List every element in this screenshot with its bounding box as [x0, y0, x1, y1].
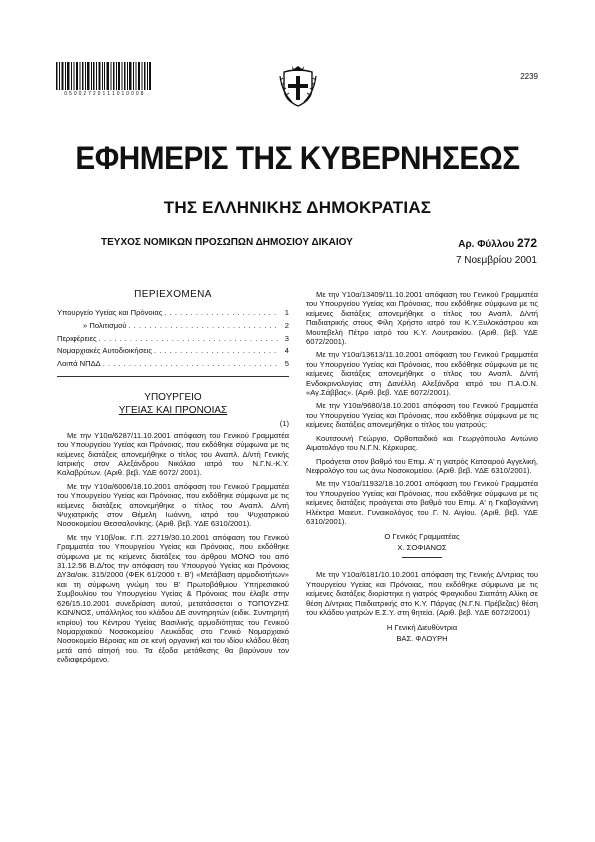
signature-block: [306, 623, 538, 644]
right-column: [306, 290, 538, 648]
signatory-name: Χ. ΣΟΦΙΑΝΟΣ: [397, 542, 447, 552]
issue-series: ΤΕΥΧΟΣ ΝΟΜΙΚΩΝ ΠΡΟΣΩΠΩΝ ΔΗΜΟΣΙΟΥ ΔΙΚΑΙΟΥ: [101, 237, 353, 248]
decision-paragraph: Με την Υ10α/11932/18.10.2001 απόφαση του Γενικού Γραμματέα του Υπουργείου Υγείας και Πρόνοιας, που εκδόθηκε σύμφωνα με τις κείμενες διατάξεις προάγεται στο βαθμό του Επιμ. Α' η Γκαβογιάννη Ηλέκτρα Μαιευτ. Γυναικολόγος του Γ. Ν. Αιγίου. (Αριθ. βεβ. ΥΔΕ 6310/2001).: [306, 479, 538, 526]
decision-paragraph: Με την Υ10α/13409/11.10.2001 απόφαση του Γενικού Γραμματέα του Υπουργείου Υγείας και Πρόνοιας, που εκδόθηκε σύμφωνα με τις κείμενες διατάξεις απονεμήθηκε ο τίτλος του Αναπλ. Δ/ντή Παιδιατρικής στους Φίλη Χρήστο ιατρό του Κ.Υ.Ξυλοκάστρου και Μουτεβελή Πέτρο ιατρό του Κ.Υ. Λουτρακίου. (Αριθ. βεβ. ΥΔΕ 6072/2001).: [306, 290, 538, 347]
barcode-image: [56, 62, 152, 90]
ministry-line-1: ΥΠΟΥΡΓΕΙΟ: [144, 392, 202, 404]
left-column: [57, 290, 289, 669]
ministry-heading: [57, 391, 289, 417]
decision-paragraph: Με την Υ10α/13613/11.10.2001 απόφαση του Γενικού Γραμματέα του Υπουργείου Υγείας και Πρόνοιας, που εκδόθηκε σύμφωνα με τις κείμενες διατάξεις απονεμήθηκε ο τίτλος του Αναπλ. Δ/ντή Ενδοκρινολογίας στη Δανέλλη Αλεξάνδρα ιατρό του Π.Α.Ο.Ν. «Αγ.Σάββας». (Αριθ. βεβ. ΥΔΕ 6072/2001).: [306, 350, 538, 398]
decision-paragraph: Με την Υ10α/6006/18.10.2001 απόφαση του Γενικού Γραμματέα του Υπουργείου Υγείας και Πρόνοιας, που εκδόθηκε σύμφωνα με τις κείμενες διατάξεις απονεμήθηκε ο τίτλος του Αναπλ. Δ/ντή Ψυχιατρικής στον Θέμελη Ιωάννη, ιατρό του Ψυχιατρικού Νοσοκομείου Θεσσαλονίκης. (Αριθ. βεβ. ΥΔΕ 6310/2001).: [57, 481, 289, 529]
toc-divider: [57, 376, 289, 377]
decision-paragraph: Με την Υ10α/6287/11.10.2001 απόφαση του Γενικού Γραμματέα του Υπουργείου Υγείας και Πρόνοιας, που εκδόθηκε σύμφωνα με τις κείμενες διατάξεις απονεμήθηκε ο τίτλος του Αναπλ. Δ/ντή Γενικής Ιατρικής στον Αλεξάνδρου Νικόλαο ιατρό του Ν.Γ.Ν.-Κ.Υ. Καλαβρύτων. (Αριθ. βεβ. ΥΔΕ 6072/ 2001).: [57, 430, 289, 478]
coat-of-arms-emblem: [278, 62, 318, 108]
masthead-title: ΕΦΗΜΕΡΙΣ ΤΗΣ ΚΥΒΕΡΝΗΣΕΩΣ: [75, 140, 520, 176]
decision-paragraph: Με την Υ10β/οικ. Γ.Π. 22719/30.10.2001 απόφαση του Γενικού Γραμματέα του Υπουργείου Υγείας και Πρόνοιας, που εκδόθηκε σύμφωνα με τις κείμενες διατάξεις του άρθρου ΜΟΝΟ του από 31.12.56 Β.Δ/τος την απόφαση του Υπουργού Υγείας και Πρόνοιας ΔΥ3α/οικ. 315/2000 (ΦΕΚ 61/2000 τ. Β') «Μετάβαση αρμοδιοτήτων» και τη σύμφωνη γνώμη του Β' Πρωτοβάθμιου Υπηρεσιακού Συμβουλίου του Υπουργείου Υγείας & Πρόνοιας που έλαβε στην 626/15.10.2001 συνεδρίαση αυτού, μετατάσσεται ο ΤΟΠΟΥΖΗΣ ΚΩΝ/ΝΟΣ, υπάλληλος του κλάδου ΔΕ συντηρητών (ειδικ. Συντηρητή κτιρίου) του Κέντρου Υγείας Βασιλικής αρμοδιότητας του Γενικού Νομαρχιακού Νοσοκομείου Λευκάδας στο Γενικό Νομαρχιακό Νοσοκομείο Βέροιας και σε κενή οργανική και του ιδίου κλάδου θέση μετά από αίτησή του. Τα έξοδα μετάθεσης θα βαρύνουν τον ενδιαφερόμενο.: [57, 532, 289, 665]
page-number: 2239: [520, 72, 538, 81]
sheet-label: Αρ. Φύλλου: [458, 239, 515, 250]
decision-paragraph: Προάγεται στον βαθμό του Επιμ. Α' η γιατρός Κατσαρού Αγγελική, Νεφρολόγο του ως άνω Νοσοκομείου. (Αριθ. βεβ. ΥΔΕ 6310/2001).: [306, 456, 538, 475]
barcode-number: 0 5 0 0 2 7 2 0 1 1 1 0 1 0 0 0 8: [64, 91, 144, 97]
toc-title: ΠΕΡΙΕΧΟΜΕΝΑ: [134, 289, 212, 300]
toc-item[interactable]: Νομαρχιακές Αυτοδιοικήσεις . . . 4: [57, 345, 289, 358]
ministry-line-2: ΥΓΕΙΑΣ ΚΑΙ ΠΡΟΝΟΙΑΣ: [118, 405, 228, 417]
decision-paragraph: Κουτσουνή Γεώργιο, Ορθοπαιδικό και Γεωργόπουλο Αντώνιο Αιματολόγο του Ν.Γ.Ν. Κέρκυρας.: [306, 433, 538, 453]
toc-item[interactable]: » Πολιτισμού . . . 2: [57, 320, 289, 333]
toc-item[interactable]: Λοιπά ΝΠΔΔ . . . 5: [57, 358, 289, 371]
signatory-title: Η Γενική Διευθύντρια: [386, 623, 458, 633]
decision-paragraph: Με την Υ10α/6181/10.10.2001 απόφαση της Γενικής Δ/ντριας του Υπουργείου Υγείας και Πρόνοιας, που εκδόθηκε σύμφωνα με τις κείμενες διατάξεις διορίστηκε η γιατρός Φραγκιδου Σιαπάτη Αλίκη σε θέση Δ/ντριας Παιδιατρικής στο Κ.Υ. Πάργας (Ν.Γ.Ν. Πρέβεζας) θέση του κλάδου γιατρών Ε.Σ.Υ. στη θητεία. (Αριθ. βεβ. ΥΔΕ 6072/2001): [306, 570, 538, 617]
sheet-number-block: [458, 236, 537, 250]
decision-number: (1): [279, 419, 289, 429]
signature-divider: [402, 557, 442, 558]
signatory-title: Ο Γενικός Γραμματέας: [384, 532, 460, 542]
masthead-subtitle: ΤΗΣ ΕΛΛΗΝΙΚΗΣ ΔΗΜΟΚΡΑΤΙΑΣ: [163, 198, 432, 217]
toc-item[interactable]: Περιφέρειες . . . 3: [57, 333, 289, 346]
signature-block: [306, 532, 538, 553]
issue-date: 7 Νοεμβρίου 2001: [455, 255, 537, 266]
toc-list: [57, 307, 289, 370]
decision-paragraph: Με την Υ10α/9680/18.10.2001 απόφαση του Γενικού Γραμματέα του Υπουργείου Υγείας και Πρόνοιας, που εκδόθηκε σύμφωνα με τις κείμενες διατάξεις απονεμήθηκε ο τίτλος του γιατρούς:: [306, 401, 538, 430]
signatory-name: ΒΑΣ. ΦΛΟΥΡΗ: [396, 633, 448, 643]
toc-item[interactable]: Υπουργείο Υγείας και Πρόνοιας . . . 1: [57, 307, 289, 320]
sheet-number: 272: [516, 236, 537, 250]
